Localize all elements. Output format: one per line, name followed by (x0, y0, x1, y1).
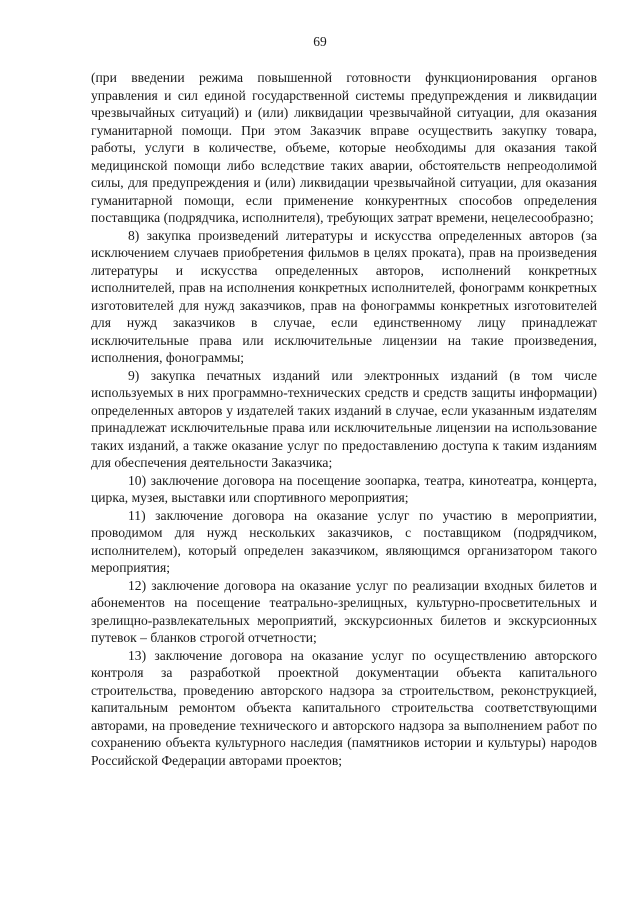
paragraph-item-12: 12) заключение договора на оказание услуг по реализации входных билетов и абонементов на посещение театрально-зрелищных, культурно-просветительных и зрелищно-развлекательных мероприятий, экскурсионных билетов и экскурсионных путевок – бланков строгой отчетности; (91, 577, 597, 645)
page-number: 69 (313, 34, 327, 49)
paragraph-item-9: 9) закупка печатных изданий или электронных изданий (в том числе используемых в них программно-технических средств и средств защиты информации) определенных авторов у издателей таких изданий в случае, если указанным издателям принадлежат исключительные права или исключительные лицензии на использование таких изданий, а также оказание услуг по предоставлению доступа к таким изданиям для обеспечения деятельности Заказчика; (91, 367, 597, 470)
paragraph-item-11: 11) заключение договора на оказание услуг по участию в мероприятии, проводимом для нужд нескольких заказчиков, с поставщиком (подрядчиком, исполнителем), который определен заказчиком, являющимся организатором такого мероприятия; (91, 507, 597, 575)
paragraph-item-13: 13) заключение договора на оказание услуг по осуществлению авторского контроля за разработкой проектной документации объекта капитального строительства, проведению авторского надзора за строительством, реконструкцией, капитальным ремонтом объекта капитального строительства соответствующими авторами, на проведение технического и авторского надзора за выполнением работ по сохранению объекта культурного наследия (памятников истории и культуры) народов Российской Федерации авторами проектов; (91, 647, 597, 768)
paragraph-item-10: 10) заключение договора на посещение зоопарка, театра, кинотеатра, концерта, цирка, музея, выставки или спортивного мероприятия; (91, 472, 597, 505)
document-body (91, 69, 597, 769)
paragraph-item-8: 8) закупка произведений литературы и искусства определенных авторов (за исключением случаев приобретения фильмов в целях проката), прав на произведения литературы и искусства определенных авторов, исполнений конкретных исполнителей, прав на исполнения конкретных исполнителей, фонограмм конкретных изготовителей для нужд заказчиков, прав на фонограммы конкретных изготовителей для нужд заказчиков в случае, если единственному лицу принадлежат исключительные права или исключительные лицензии на такие произведения, исполнения, фонограммы; (91, 227, 597, 365)
paragraph-continuation: (при введении режима повышенной готовности функционирования органов управления и сил единой государственной системы предупреждения и ликвидации чрезвычайных ситуаций) и (или) ликвидации чрезвычайной ситуации, для оказания гуманитарной помощи. При этом Заказчик вправе осуществить закупку товара, работы, услуги в количестве, объеме, которые необходимы для оказания такой медицинской помощи либо вследствие таких аварии, обстоятельств непреодолимой силы, для предупреждения и (или) ликвидации чрезвычайной ситуации, для оказания гуманитарной помощи, если применение конкурентных способов определения поставщика (подрядчика, исполнителя), требующих затрат времени, нецелесообразно; (91, 70, 597, 225)
